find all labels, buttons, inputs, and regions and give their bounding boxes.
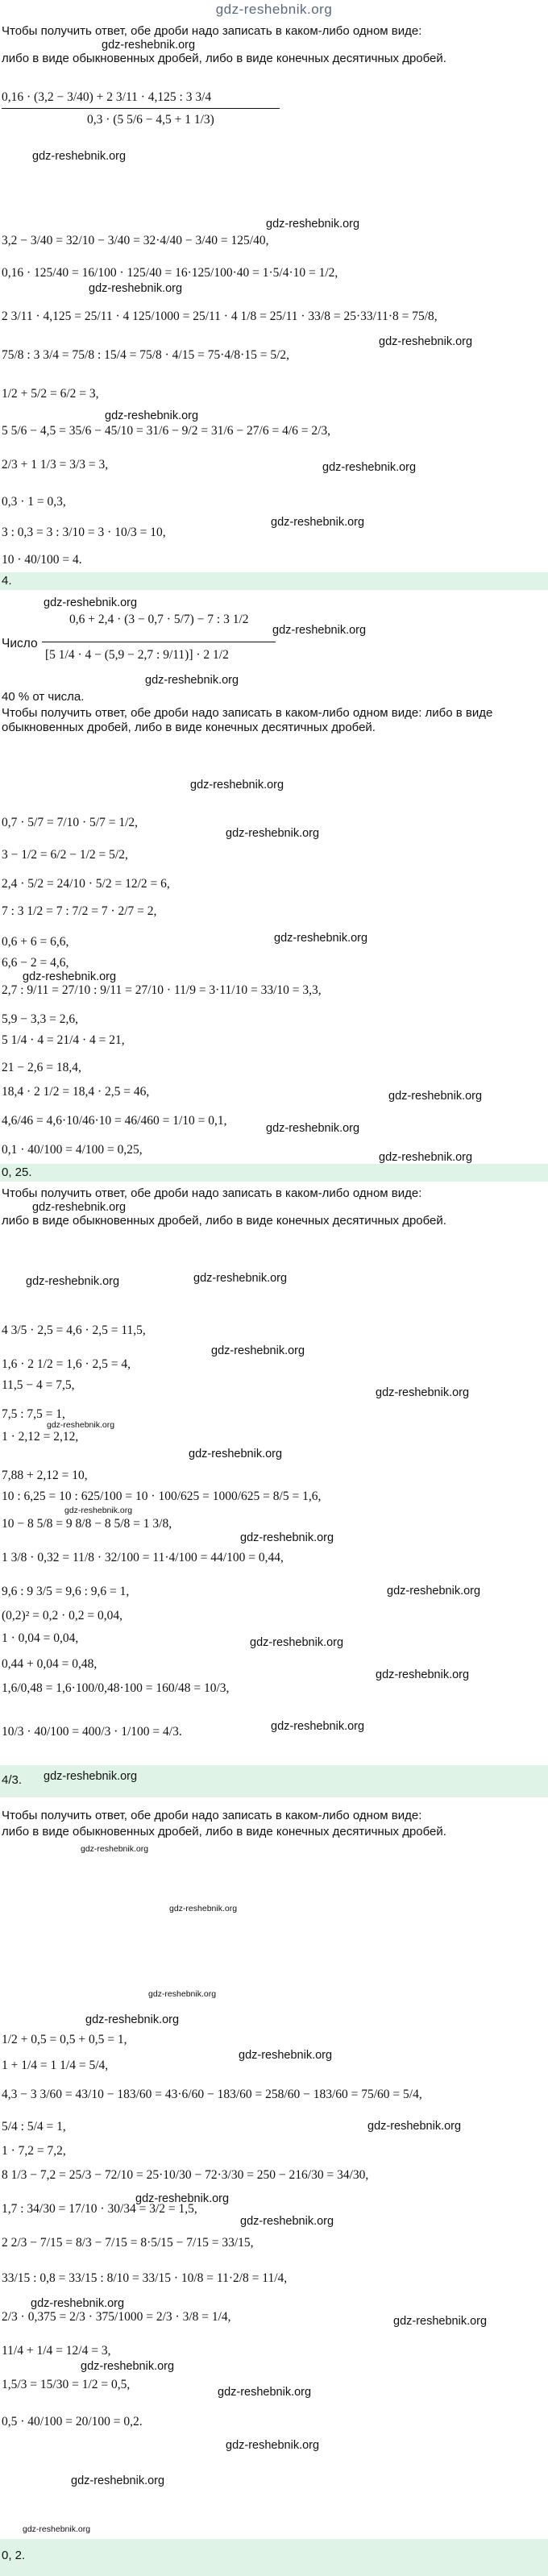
step-line: 1/2 + 0,5 = 0,5 + 0,5 = 1, <box>2 2033 127 2046</box>
step-line: 5 5/6 − 4,5 = 35/6 − 45/10 = 31/6 − 9/2 = 31/6 − 27/6 = 4/6 = 2/3, <box>2 424 331 438</box>
step-line: 75/8 : 3 3/4 = 75/8 : 15/4 = 75/8 · 4/15 = 75·4/8·15 = 5/2, <box>2 348 290 362</box>
step-line: 0,1 · 40/100 = 4/100 = 0,25, <box>2 1143 143 1157</box>
number-numerator: 0,6 + 2,4 · (3 − 0,7 · 5/7) − 7 : 3 1/2 <box>69 613 249 626</box>
answer: 4. <box>2 574 12 588</box>
watermark: gdz-reshebnik.org <box>211 1344 305 1357</box>
watermark: gdz-reshebnik.org <box>64 1506 133 1515</box>
step-line: 2 3/11 · 4,125 = 25/11 · 4 125/1000 = 25/11 · 4 1/8 = 25/11 · 33/8 = 25·33/11·8 = 75/8, <box>2 310 438 323</box>
step-line: 9,6 : 9 3/5 = 9,6 : 9,6 = 1, <box>2 1585 130 1598</box>
watermark: gdz-reshebnik.org <box>32 1201 127 1214</box>
watermark: gdz-reshebnik.org <box>32 150 127 163</box>
step-line: 1 · 7,2 = 7,2, <box>2 2144 66 2158</box>
watermark: gdz-reshebnik.org <box>85 2013 180 2026</box>
watermark: gdz-reshebnik.org <box>393 2315 488 2328</box>
step-line: 6,6 − 2 = 4,6, <box>2 956 69 970</box>
step-line: 5 1/4 · 4 = 21/4 · 4 = 21, <box>2 1033 125 1047</box>
watermark: gdz-reshebnik.org <box>44 596 138 609</box>
step-line: 0,7 · 5/7 = 7/10 · 5/7 = 1/2, <box>2 816 139 829</box>
watermark: gdz-reshebnik.org <box>226 2439 320 2452</box>
watermark: gdz-reshebnik.org <box>81 1844 149 1854</box>
step-line: 4,6/46 = 4,6·10/46·10 = 46/460 = 1/10 = 0,1, <box>2 1114 227 1128</box>
watermark: gdz-reshebnik.org <box>31 2297 125 2310</box>
watermark: gdz-reshebnik.org <box>218 2386 312 2399</box>
watermark: gdz-reshebnik.org <box>271 1720 365 1733</box>
step-line: 2 2/3 − 7/15 = 8/3 − 7/15 = 8·5/15 − 7/15 = 33/15, <box>2 2236 254 2250</box>
step-line: 21 − 2,6 = 18,4, <box>2 1061 81 1074</box>
watermark: gdz-reshebnik.org <box>272 624 367 637</box>
step-line: 1,5/3 = 15/30 = 1/2 = 0,5, <box>2 2378 131 2391</box>
step-line: 0,5 · 40/100 = 20/100 = 0,2. <box>2 2415 143 2429</box>
step-line: 1 3/8 · 0,32 = 11/8 · 32/100 = 11·4/100 = 44/100 = 0,44, <box>2 1551 284 1564</box>
watermark: gdz-reshebnik.org <box>367 2120 462 2133</box>
watermark: gdz-reshebnik.org <box>240 1531 334 1544</box>
expr-denominator: 0,3 · (5 5/6 − 4,5 + 1 1/3) <box>87 113 214 127</box>
watermark: gdz-reshebnik.org <box>26 1275 120 1288</box>
step-line: 18,4 · 2 1/2 = 18,4 · 2,5 = 46, <box>2 1085 150 1099</box>
watermark: gdz-reshebnik.org <box>376 1668 470 1681</box>
watermark: gdz-reshebnik.org <box>266 1122 360 1135</box>
step-line: 1 · 0,04 = 0,04, <box>2 1631 79 1645</box>
watermark: gdz-reshebnik.org <box>379 1151 473 1164</box>
watermark: gdz-reshebnik.org <box>23 2524 91 2534</box>
step-line: 2/3 + 1 1/3 = 3/3 = 3, <box>2 458 109 472</box>
step-line: 2/3 · 0,375 = 2/3 · 375/1000 = 2/3 · 3/8 = 1/4, <box>2 2310 231 2324</box>
watermark: gdz-reshebnik.org <box>240 2215 334 2228</box>
watermark: gdz-reshebnik.org <box>239 2049 333 2062</box>
watermark: gdz-reshebnik.org <box>23 970 117 983</box>
watermark: gdz-reshebnik.org <box>376 1386 470 1399</box>
header-bar <box>0 0 548 21</box>
watermark: gdz-reshebnik.org <box>266 218 360 231</box>
intro-line-2: обыкновенных дробей, либо в виде конечных десятичных дробей. <box>2 721 376 734</box>
step-line: 10 : 6,25 = 10 : 625/100 = 10 · 100/625 = 1000/625 = 8/5 = 1,6, <box>2 1490 322 1503</box>
watermark: gdz-reshebnik.org <box>47 1420 115 1430</box>
intro-line: Чтобы получить ответ, обе дроби надо записать в каком-либо одном виде: <box>2 1809 422 1822</box>
watermark: gdz-reshebnik.org <box>169 1904 238 1913</box>
step-line: 5/4 : 5/4 = 1, <box>2 2120 66 2134</box>
step-line: 0,16 · 125/40 = 16/100 · 125/40 = 16·125/100·40 = 1·5/4·10 = 1/2, <box>2 266 338 280</box>
step-line: 1/2 + 5/2 = 6/2 = 3, <box>2 387 99 401</box>
watermark: gdz-reshebnik.org <box>322 461 417 474</box>
expr-numerator: 0,16 · (3,2 − 3/40) + 2 3/11 · 4,125 : 3 3/4 <box>2 90 212 104</box>
step-line: 4,3 − 3 3/60 = 43/10 − 183/60 = 43·6/60 − 183/60 = 258/60 − 183/60 = 75/60 = 5/4, <box>2 2088 422 2101</box>
watermark: gdz-reshebnik.org <box>226 827 320 840</box>
watermark: gdz-reshebnik.org <box>379 335 473 348</box>
number-label: Число <box>2 637 38 650</box>
step-line: 3 : 0,3 = 3 : 3/10 = 3 · 10/3 = 10, <box>2 526 166 539</box>
step-line: 1,7 : 34/30 = 17/10 · 30/34 = 3/2 = 1,5, <box>2 2202 197 2216</box>
number-denominator: [5 1/4 · 4 − (5,9 − 2,7 : 9/11)] · 2 1/2 <box>45 648 229 662</box>
intro-line: Чтобы получить ответ, обе дроби надо записать в каком-либо одном виде: <box>2 1186 422 1200</box>
answer-band <box>0 2539 548 2576</box>
watermark: gdz-reshebnik.org <box>387 1585 481 1598</box>
step-line: 7 : 3 1/2 = 7 : 7/2 = 7 · 2/7 = 2, <box>2 904 157 918</box>
watermark: gdz-reshebnik.org <box>71 2474 165 2487</box>
step-line: 0,44 + 0,04 = 0,48, <box>2 1657 98 1671</box>
watermark: gdz-reshebnik.org <box>193 1272 288 1285</box>
watermark: gdz-reshebnik.org <box>105 409 199 422</box>
step-line: 10/3 · 40/100 = 400/3 · 1/100 = 4/3. <box>2 1725 182 1739</box>
watermark: gdz-reshebnik.org <box>250 1636 344 1649</box>
watermark: gdz-reshebnik.org <box>102 39 196 52</box>
step-line: 11,5 − 4 = 7,5, <box>2 1378 75 1392</box>
answer-band <box>0 1164 548 1182</box>
site-title[interactable]: gdz-reshebnik.org <box>215 2 333 17</box>
step-line: 11/4 + 1/4 = 12/4 = 3, <box>2 2344 111 2358</box>
step-line: 2,4 · 5/2 = 24/10 · 5/2 = 12/2 = 6, <box>2 877 170 891</box>
step-line: 3 − 1/2 = 6/2 − 1/2 = 5/2, <box>2 848 128 862</box>
step-line: 8 1/3 − 7,2 = 25/3 − 72/10 = 25·10/30 − 72·3/30 = 250 − 216/30 = 34/30, <box>2 2168 369 2182</box>
answer: 0, 25. <box>2 1165 32 1179</box>
watermark: gdz-reshebnik.org <box>145 674 239 687</box>
watermark: gdz-reshebnik.org <box>81 2360 175 2373</box>
watermark: gdz-reshebnik.org <box>274 932 368 945</box>
step-line: 5,9 − 3,3 = 2,6, <box>2 1012 78 1026</box>
watermark: gdz-reshebnik.org <box>44 1770 138 1783</box>
watermark: gdz-reshebnik.org <box>388 1090 483 1103</box>
step-line: 3,2 − 3/40 = 32/10 − 3/40 = 32·4/40 − 3/40 = 125/40, <box>2 234 269 247</box>
watermark: gdz-reshebnik.org <box>148 1989 217 1999</box>
fraction-bar <box>2 108 280 109</box>
intro-line: Чтобы получить ответ, обе дроби надо записать в каком-либо одном виде: либо в виде <box>2 706 493 720</box>
answer: 4/3. <box>2 1773 23 1787</box>
step-line: 4 3/5 · 2,5 = 4,6 · 2,5 = 11,5, <box>2 1323 146 1337</box>
step-line: 1 + 1/4 = 1 1/4 = 5/4, <box>2 2059 109 2072</box>
step-line: 33/15 : 0,8 = 33/15 : 8/10 = 33/15 · 10/8 = 11·2/8 = 11/4, <box>2 2271 288 2285</box>
intro-line-2: либо в виде обыкновенных дробей, либо в виде конечных десятичных дробей. <box>2 1825 446 1839</box>
step-line: 10 − 8 5/8 = 9 8/8 − 8 5/8 = 1 3/8, <box>2 1517 172 1531</box>
intro-line-2: либо в виде обыкновенных дробей, либо в виде конечных десятичных дробей. <box>2 52 446 65</box>
step-line: 7,88 + 2,12 = 10, <box>2 1469 88 1482</box>
answer-band <box>0 572 548 590</box>
watermark: gdz-reshebnik.org <box>135 2192 230 2205</box>
percent-note: 40 % от числа. <box>2 690 85 704</box>
watermark: gdz-reshebnik.org <box>271 516 365 529</box>
step-line: 0,3 · 1 = 0,3, <box>2 495 66 509</box>
intro-line-2: либо в виде обыкновенных дробей, либо в виде конечных десятичных дробей. <box>2 1214 446 1228</box>
step-line: 10 · 40/100 = 4. <box>2 553 82 567</box>
watermark: gdz-reshebnik.org <box>89 282 183 295</box>
step-line: 1 · 2,12 = 2,12, <box>2 1430 79 1444</box>
watermark: gdz-reshebnik.org <box>190 779 284 791</box>
step-line: 1,6/0,48 = 1,6·100/0,48·100 = 160/48 = 10/3, <box>2 1681 230 1695</box>
intro-line: Чтобы получить ответ, обе дроби надо записать в каком-либо одном виде: <box>2 24 422 38</box>
step-line: (0,2)² = 0,2 · 0,2 = 0,04, <box>2 1609 122 1622</box>
answer: 0, 2. <box>2 2549 26 2562</box>
step-line: 7,5 : 7,5 = 1, <box>2 1407 65 1421</box>
step-line: 2,7 : 9/11 = 27/10 : 9/11 = 27/10 · 11/9 = 3·11/10 = 33/10 = 3,3, <box>2 983 322 997</box>
step-line: 1,6 · 2 1/2 = 1,6 · 2,5 = 4, <box>2 1357 131 1371</box>
watermark: gdz-reshebnik.org <box>189 1448 283 1460</box>
step-line: 0,6 + 6 = 6,6, <box>2 935 69 949</box>
